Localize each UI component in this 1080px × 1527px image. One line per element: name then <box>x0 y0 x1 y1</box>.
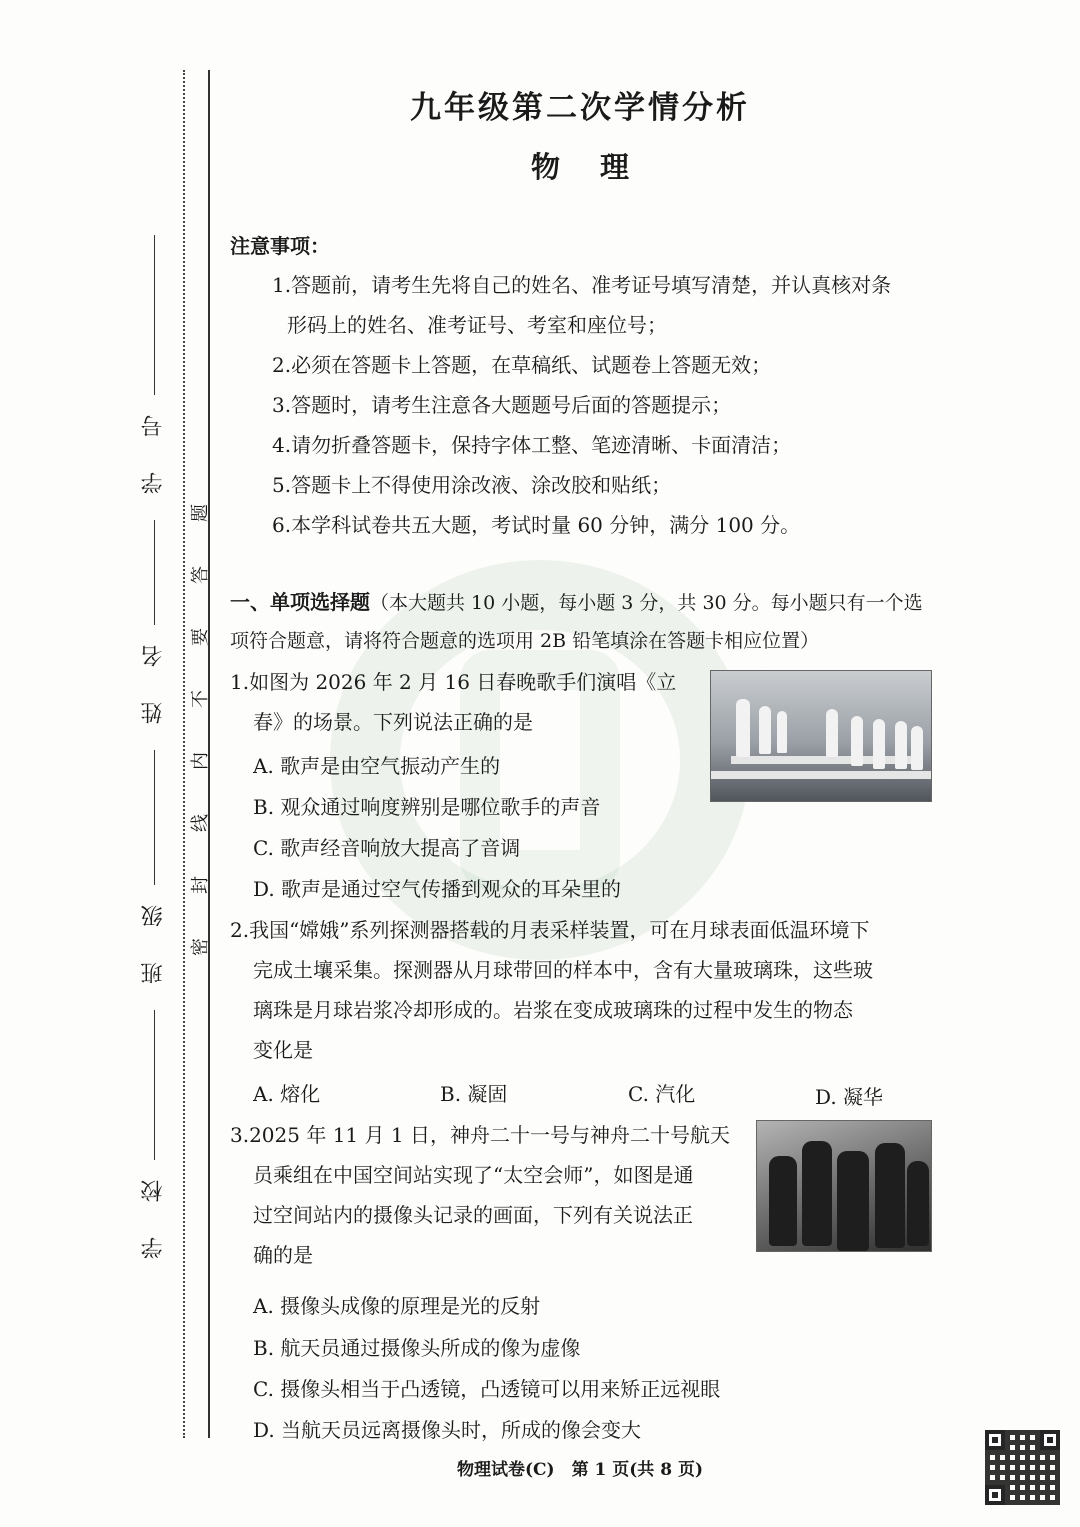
field-school[interactable]: 学 校 <box>136 1010 172 1265</box>
note-item: 2.必须在答题卡上答题，在草稿纸、试题卷上答题无效； <box>272 353 772 377</box>
field-student-id[interactable]: 学 号 <box>136 235 172 500</box>
section-heading: 一、单项选择题 <box>230 590 370 614</box>
section-title <box>230 583 940 660</box>
q3-option-b[interactable]: B. 航天员通过摄像头所成的像为虚像 <box>253 1336 581 1360</box>
note-item: 形码上的姓名、准考证号、考室和座位号； <box>287 313 667 337</box>
notes-title: 注意事项： <box>230 234 330 258</box>
q3-option-d[interactable]: D. 当航天员远离摄像头时，所成的像会变大 <box>253 1418 642 1442</box>
q2-option-c[interactable]: C. 汽化 <box>628 1082 696 1106</box>
question-3-stem-cont: 过空间站内的摄像头记录的画面，下列有关说法正 <box>253 1203 693 1227</box>
question-3-stem-cont: 员乘组在中国空间站实现了“太空会师”，如图是通 <box>253 1163 694 1187</box>
question-2-stem-cont: 完成土壤采集。探测器从月球带回的样本中，含有大量玻璃珠，这些玻 <box>253 958 873 982</box>
seal-notice: 题 答 要 不 内 线 封 密 <box>190 504 211 956</box>
q3-option-a[interactable]: A. 摄像头成像的原理是光的反射 <box>253 1294 541 1318</box>
question-2-stem-cont: 璃珠是月球岩浆冷却形成的。岩浆在变成玻璃珠的过程中发生的物态 <box>253 998 853 1022</box>
section-description: （本大题共 10 小题，每小题 3 分，共 30 分。每小题只有一个选项符合题意，请将符合题意的选项用 2B 铅笔填涂在答题卡相应位置） <box>230 592 923 652</box>
exam-title: 九年级第二次学情分析 <box>410 90 750 126</box>
note-item: 4.请勿折叠答题卡，保持字体工整、笔迹清晰、卡面清洁； <box>272 433 792 457</box>
question-3-stem: 3.2025 年 11 月 1 日，神舟二十一号与神舟二十号航天 <box>230 1123 730 1147</box>
qr-code-icon[interactable] <box>985 1430 1060 1505</box>
q2-option-a[interactable]: A. 熔化 <box>253 1082 321 1106</box>
question-1-stem-cont: 春》的场景。下列说法正确的是 <box>253 710 533 734</box>
q1-option-d[interactable]: D. 歌声是通过空气传播到观众的耳朵里的 <box>253 877 622 901</box>
note-item: 1.答题前，请考生先将自己的姓名、准考证号填写清楚，并认真核对条 <box>272 273 892 297</box>
note-item: 6.本学科试卷共五大题，考试时量 60 分钟，满分 100 分。 <box>272 513 801 537</box>
question-3-stem-cont: 确的是 <box>253 1243 313 1267</box>
field-class[interactable]: 班 级 <box>136 750 172 990</box>
q1-option-c[interactable]: C. 歌声经音响放大提高了音调 <box>253 836 521 860</box>
note-item: 5.答题卡上不得使用涂改液、涂改胶和贴纸； <box>272 473 672 497</box>
question-2-stem: 2.我国“嫦娥”系列探测器搭载的月表采样装置，可在月球表面低温环境下 <box>230 918 870 942</box>
note-item: 3.答题时，请考生注意各大题题号后面的答题提示； <box>272 393 732 417</box>
q2-option-b[interactable]: B. 凝固 <box>440 1082 508 1106</box>
q1-option-b[interactable]: B. 观众通过响度辨别是哪位歌手的声音 <box>253 795 601 819</box>
q1-option-a[interactable]: A. 歌声是由空气振动产生的 <box>253 754 501 778</box>
question-1-stem: 1.如图为 2026 年 2 月 16 日春晚歌手们演唱《立 <box>230 670 677 694</box>
exam-subject: 物 理 <box>530 150 630 184</box>
question-2-stem-cont: 变化是 <box>253 1038 313 1062</box>
q3-option-c[interactable]: C. 摄像头相当于凸透镜，凸透镜可以用来矫正远视眼 <box>253 1377 721 1401</box>
field-name[interactable]: 姓 名 <box>136 520 172 730</box>
space-station-photo <box>756 1120 932 1252</box>
page-footer: 物理试卷(C) 第 1 页(共 8 页) <box>456 1460 704 1480</box>
q2-option-d[interactable]: D. 凝华 <box>815 1085 884 1109</box>
spring-gala-photo <box>710 670 932 802</box>
binding-dotted-line <box>183 70 185 1438</box>
